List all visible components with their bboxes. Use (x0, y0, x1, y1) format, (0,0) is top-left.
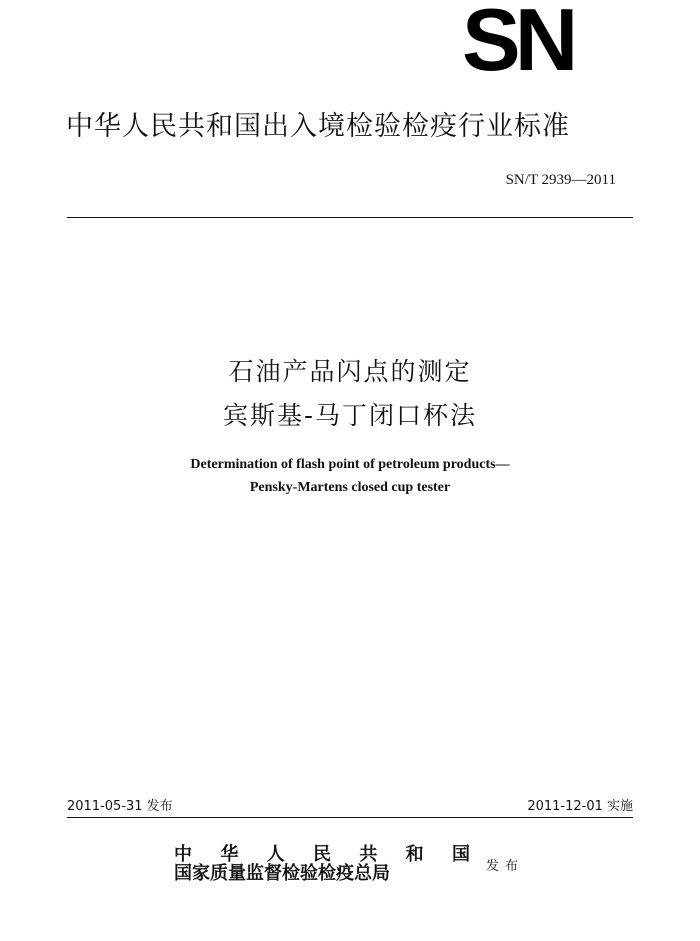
issuer-char: 民 (312, 844, 331, 865)
issuer-char: 中 (174, 844, 192, 865)
chinese-title-line-1: 石油产品闪点的测定 (228, 357, 472, 386)
issuer-char: 共 (359, 844, 378, 865)
top-divider (67, 217, 633, 218)
sn-logo: SN (462, 0, 573, 89)
issuer-char: 华 (220, 844, 239, 865)
issue-date: 2011-05-31 发布 (67, 799, 173, 814)
issuer-char: 人 (266, 844, 285, 865)
english-title-line-1: Determination of flash point of petroleum products— (190, 457, 510, 472)
issuer-char: 和 (405, 844, 424, 865)
issuer-block (174, 845, 534, 887)
chinese-title-line-2: 宾斯基-马丁闭口杯法 (222, 401, 478, 430)
bottom-divider (67, 817, 633, 818)
issue-label: 发布 (486, 859, 525, 874)
standard-code: SN/T 2939—2011 (505, 172, 616, 188)
issuer-line-2: 国家质量监督检验检疫总局 (174, 863, 390, 884)
english-title-line-2: Pensky-Martens closed cup tester (249, 480, 451, 495)
authority-title: 中华人民共和国出入境检验检疫行业标准 (66, 111, 570, 142)
implementation-date: 2011-12-01 实施 (527, 799, 633, 814)
issuer-line-1 (174, 845, 470, 865)
issuer-char: 国 (451, 844, 470, 865)
